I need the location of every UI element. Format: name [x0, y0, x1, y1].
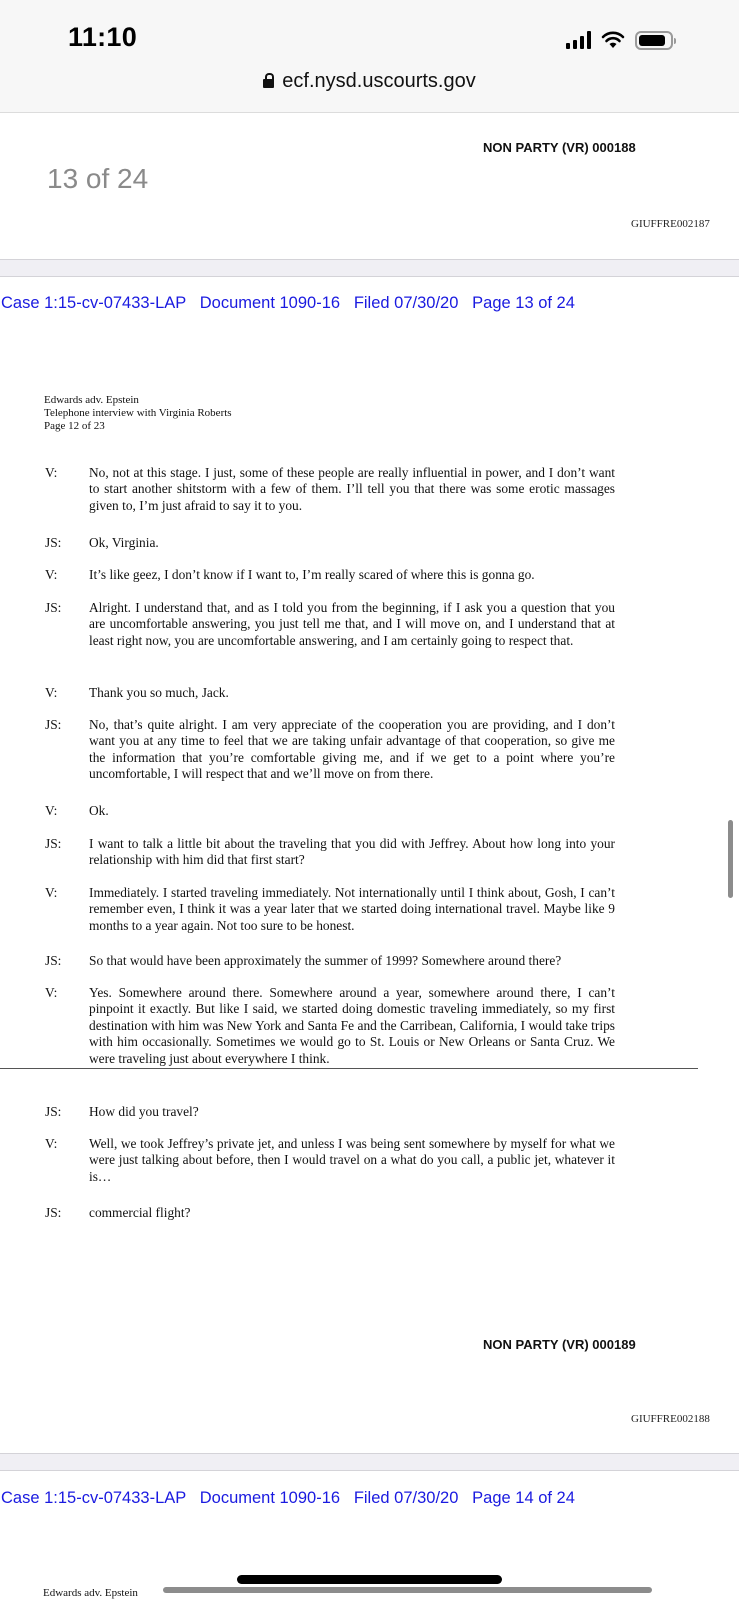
speech-text: Yes. Somewhere around there. Somewhere around a year, somewhere around there, I can’t pinpoint it exactly. But like I said, we started doing domestic traveling immediately, so my first destination with him was New York and Santa Fe and the Carribean, California, I would take trips with him occasionally. Sometimes we would go to St. Louis or New Orleans or Santa Cruz. We were traveling just about everywhere I think.: [89, 985, 615, 1066]
speech-text: So that would have been approximately the summer of 1999? Somewhere around there?: [89, 953, 562, 968]
doc-header-page: Page 12 of 23: [44, 420, 105, 432]
page-indicator: 13 of 24: [47, 163, 149, 194]
lock-icon: [263, 73, 274, 88]
transcript-entry: [45, 535, 615, 551]
transcript-entry: [45, 1136, 615, 1185]
speech-text: I want to talk a little bit about the traveling that you did with Jeffrey. About how long into your relationship with him did that first start?: [89, 836, 615, 868]
status-icons: [566, 28, 673, 52]
speech-text: Alright. I understand that, and as I told you from the beginning, if I ask you a question that you are uncomfortable answering, you just tell me that, and I will move on, and I understand that at least right now, you are uncomfortable answering, and I am certainly going to respect that.: [89, 600, 615, 648]
address-bar[interactable]: [0, 70, 739, 93]
doc-header-case: Edwards adv. Epstein: [44, 394, 139, 406]
speaker-label: JS:: [45, 1104, 62, 1119]
transcript-entry: [45, 465, 615, 514]
speaker-label: V:: [45, 685, 58, 700]
transcript-entry: [45, 567, 615, 583]
bates-number-2188: GIUFFRE002188: [631, 1413, 710, 1425]
transcript-entry: [45, 953, 615, 969]
clock: 11:10: [68, 22, 138, 52]
speech-text: Ok, Virginia.: [89, 535, 159, 550]
transcript-entry: [45, 885, 615, 934]
speech-text: No, not at this stage. I just, some of these people are really influential in power, and I don’t want to start another shitstorm with a few of them. I’ll tell you that there was some erotic massages given to, I’m just afraid to say it to you.: [89, 465, 615, 513]
horizontal-rule: [0, 1068, 698, 1069]
transcript-entry: [45, 836, 615, 869]
speaker-label: JS:: [45, 535, 62, 550]
doc-header-title: Telephone interview with Virginia Roberts: [44, 407, 232, 419]
case-header-page-14: Case 1:15-cv-07433-LAP Document 1090-16 Filed 07/30/20 Page 14 of 24: [1, 1489, 575, 1507]
doc-header-case-page-14: Edwards adv. Epstein: [43, 1587, 138, 1599]
home-indicator[interactable]: [237, 1575, 502, 1584]
page-separator: [0, 1453, 739, 1471]
transcript-entry: [45, 985, 615, 1067]
speaker-label: JS:: [45, 836, 62, 851]
speech-text: Ok.: [89, 803, 109, 818]
transcript-entry: [45, 685, 615, 701]
battery-icon: [635, 31, 673, 50]
case-header-page-13: Case 1:15-cv-07433-LAP Document 1090-16 Filed 07/30/20 Page 13 of 24: [1, 294, 575, 312]
transcript-entry: [45, 1205, 615, 1221]
speech-text: How did you travel?: [89, 1104, 199, 1119]
speaker-label: V:: [45, 1136, 58, 1151]
transcript-entry: [45, 717, 615, 783]
speaker-label: V:: [45, 985, 58, 1000]
bates-number-2187: GIUFFRE002187: [631, 218, 710, 230]
speech-text: Well, we took Jeffrey’s private jet, and unless I was being sent somewhere by myself for what we were just talking about before, then I would travel on a what do you call, a public jet, whatever it is…: [89, 1136, 615, 1184]
transcript-entry: [45, 803, 615, 819]
non-party-stamp-188: NON PARTY (VR) 000188: [483, 140, 636, 155]
speech-text: It’s like geez, I don’t know if I want to, I’m really scared of where this is gonna go.: [89, 567, 535, 582]
url-text: ecf.nysd.uscourts.gov: [282, 70, 476, 92]
horizontal-scrollbar[interactable]: [163, 1587, 652, 1593]
status-bar: [0, 0, 739, 113]
cellular-signal-icon: [566, 31, 591, 49]
speech-text: Thank you so much, Jack.: [89, 685, 229, 700]
speaker-label: V:: [45, 885, 58, 900]
non-party-stamp-189: NON PARTY (VR) 000189: [483, 1337, 636, 1352]
speaker-label: JS:: [45, 1205, 62, 1220]
speech-text: Immediately. I started traveling immediately. Not internationally until I think about, Gosh, I can’t remember even, I think it was a year later that we started doing international travel. Maybe like 9 months to a year again. Not too sure to be honest.: [89, 885, 615, 933]
transcript-entry: [45, 600, 615, 649]
wifi-icon: [601, 31, 625, 49]
speaker-label: V:: [45, 803, 58, 818]
transcript-entry: [45, 1104, 615, 1120]
speaker-label: JS:: [45, 717, 62, 732]
page-separator: [0, 259, 739, 277]
speech-text: No, that’s quite alright. I am very appreciate of the cooperation you are providing, and I don’t want you at any time to feel that we are taking unfair advantage of that cooperation, so give me the information that you’re comfortable giving me, and if we get to a point where you’re uncomfortable, I will respect that and we’ll move on from there.: [89, 717, 615, 782]
vertical-scrollbar[interactable]: [728, 820, 733, 898]
speaker-label: V:: [45, 567, 58, 582]
speech-text: commercial flight?: [89, 1205, 191, 1220]
speaker-label: JS:: [45, 953, 62, 968]
speaker-label: JS:: [45, 600, 62, 615]
document-header: [44, 394, 232, 433]
speaker-label: V:: [45, 465, 58, 480]
